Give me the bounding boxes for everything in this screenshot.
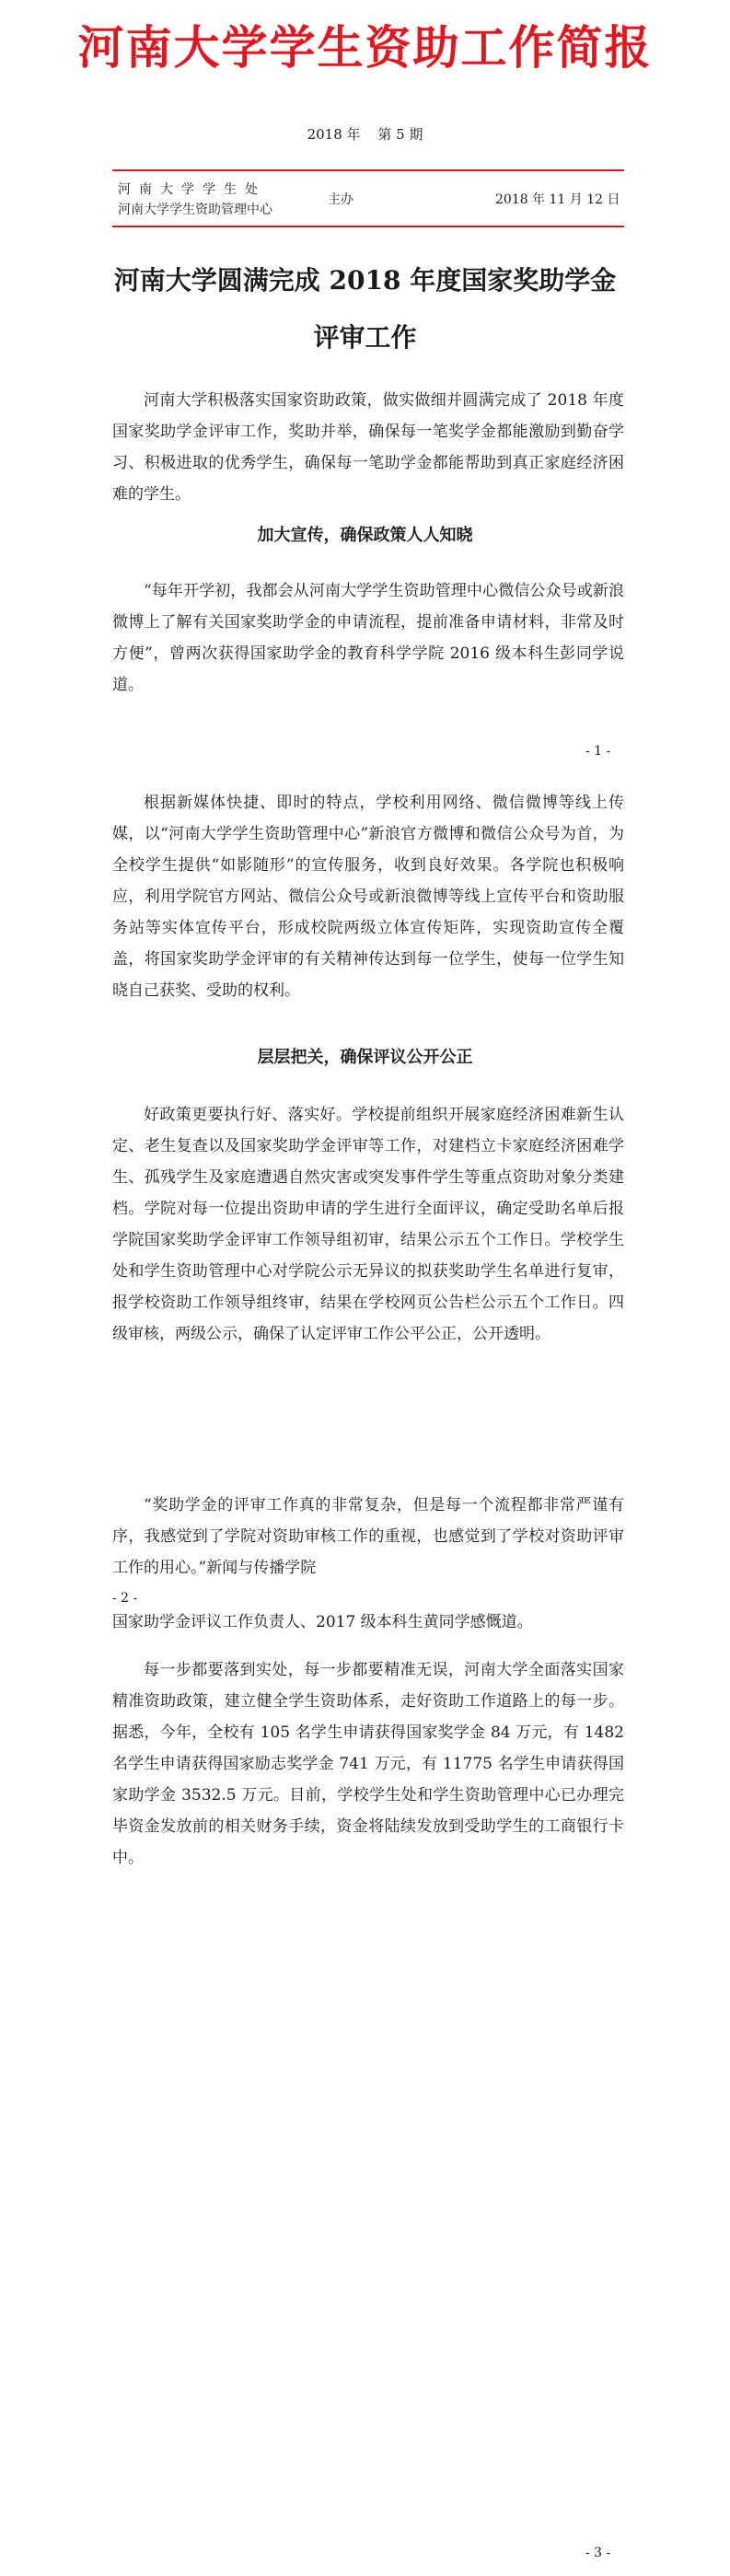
issue-year: 2018 年 [307,126,361,143]
sponsor-line-1: 河南大学学生处 [118,182,266,197]
issue-number: 第 5 期 [377,126,423,143]
issue-info [0,124,730,144]
review-paragraph: 好政策更要执行好、落实好。学校提前组织开展家庭经济困难新生认定、老生复查以及国家奖助学金评审等工作，对建档立卡家庭经济困难学生、孤残学生及家庭遭遇自然灾害或突发事件学生等重点资助对象分类建档。学院对每一位提出资助申请的学生进行全面评议，确定受助名单后报学院国家奖助学金评审工作领导组初审，结果公示五个工作日。学校学生处和学生资助管理中心对学院公示无异议的拟获奖助学生名单进行复审，报学校资助工作领导组终审，结果在学校网页公告栏公示五个工作日。四级审核，两级公示，确保了认定评审工作公平公正，公开透明。 [112,1106,624,1343]
student-quote-paragraph: “奖助学金的评审工作真的非常复杂，但是每一个流程都非常严谨有序，我感觉到了学院对资助审核工作的重视，也感觉到了学校对资助评审工作的用心。”新闻与传播学院 [112,1496,624,1577]
sponsor-suffix: 主办 [328,192,353,207]
article-title-line-1: 河南大学圆满完成 2018 年度国家奖助学金 [113,265,617,296]
top-divider [112,169,624,171]
section-heading-publicity: 加大宣传，确保政策人人知晓 [257,526,473,545]
page-number: - 1 - [585,744,611,759]
student-quote-continuation: 国家助学金评议工作负责人、2017 级本科生黄同学感慨道。 [112,1613,533,1631]
quote-paragraph: “每年开学初，我都会从河南大学学生资助管理中心微信公众号或新浪微博上了解有关国家奖助学金的申请流程，提前准备申请材料，非常及时方便”，曾两次获得国家助学金的教育科学学院 2016 级本科生彭同学说道。 [112,582,624,694]
section-heading-review: 层层把关，确保评议公开公正 [257,1048,473,1067]
sponsor-line-2: 河南大学学生资助管理中心 [118,203,272,217]
header-divider [112,226,624,227]
page-number: - 2 - [112,1591,138,1606]
intro-paragraph: 河南大学积极落实国家资助政策，做实做细并圆满完成了 2018 年度国家奖助学金评审工作，奖助并举，确保每一笔奖学金都能激励到勤奋学习、积极进取的优秀学生，确保每一笔助学金都能帮助到真正家庭经济困难的学生。 [112,391,624,504]
publicity-paragraph: 根据新媒体快捷、即时的特点，学校利用网络、微信微博等线上传媒，以“河南大学学生资助管理中心”新浪官方微博和微信公众号为首，为全校学生提供“如影随形”的宣传服务，收到良好效果。各学院也积极响应，利用学院官方网站、微信公众号或新浪微博等线上宣传平台和资助服务站等实体宣传平台，形成校院两级立体宣传矩阵，实现资助宣传全覆盖，将国家奖助学金评审的有关精神传达到每一位学生，使每一位学生知晓自己获奖、受助的权利。 [112,794,624,1000]
publication-date: 2018 年 11 月 12 日 [495,192,620,207]
page-number: - 3 - [585,2546,611,2560]
sponsor-block [118,180,272,220]
statistics-paragraph: 每一步都要落到实处，每一步都要精准无误，河南大学全面落实国家精准资助政策，建立健全学生资助体系，走好资助工作道路上的每一步。据悉，今年，全校有 105 名学生申请获得国家奖学金 84 万元，有 1482 名学生申请获得国家励志奖学金 741 万元，有 11775 名学生申请获得国家助学金 3532.5 万元。目前，学校学生处和学生资助管理中心已办理完毕资金发放前的相关财务手续，资金将陆续发放到受助学生的工商银行卡中。 [112,1661,624,1867]
article-title-line-2: 评审工作 [313,322,417,353]
masthead-title: 河南大学学生资助工作简报 [77,21,653,75]
